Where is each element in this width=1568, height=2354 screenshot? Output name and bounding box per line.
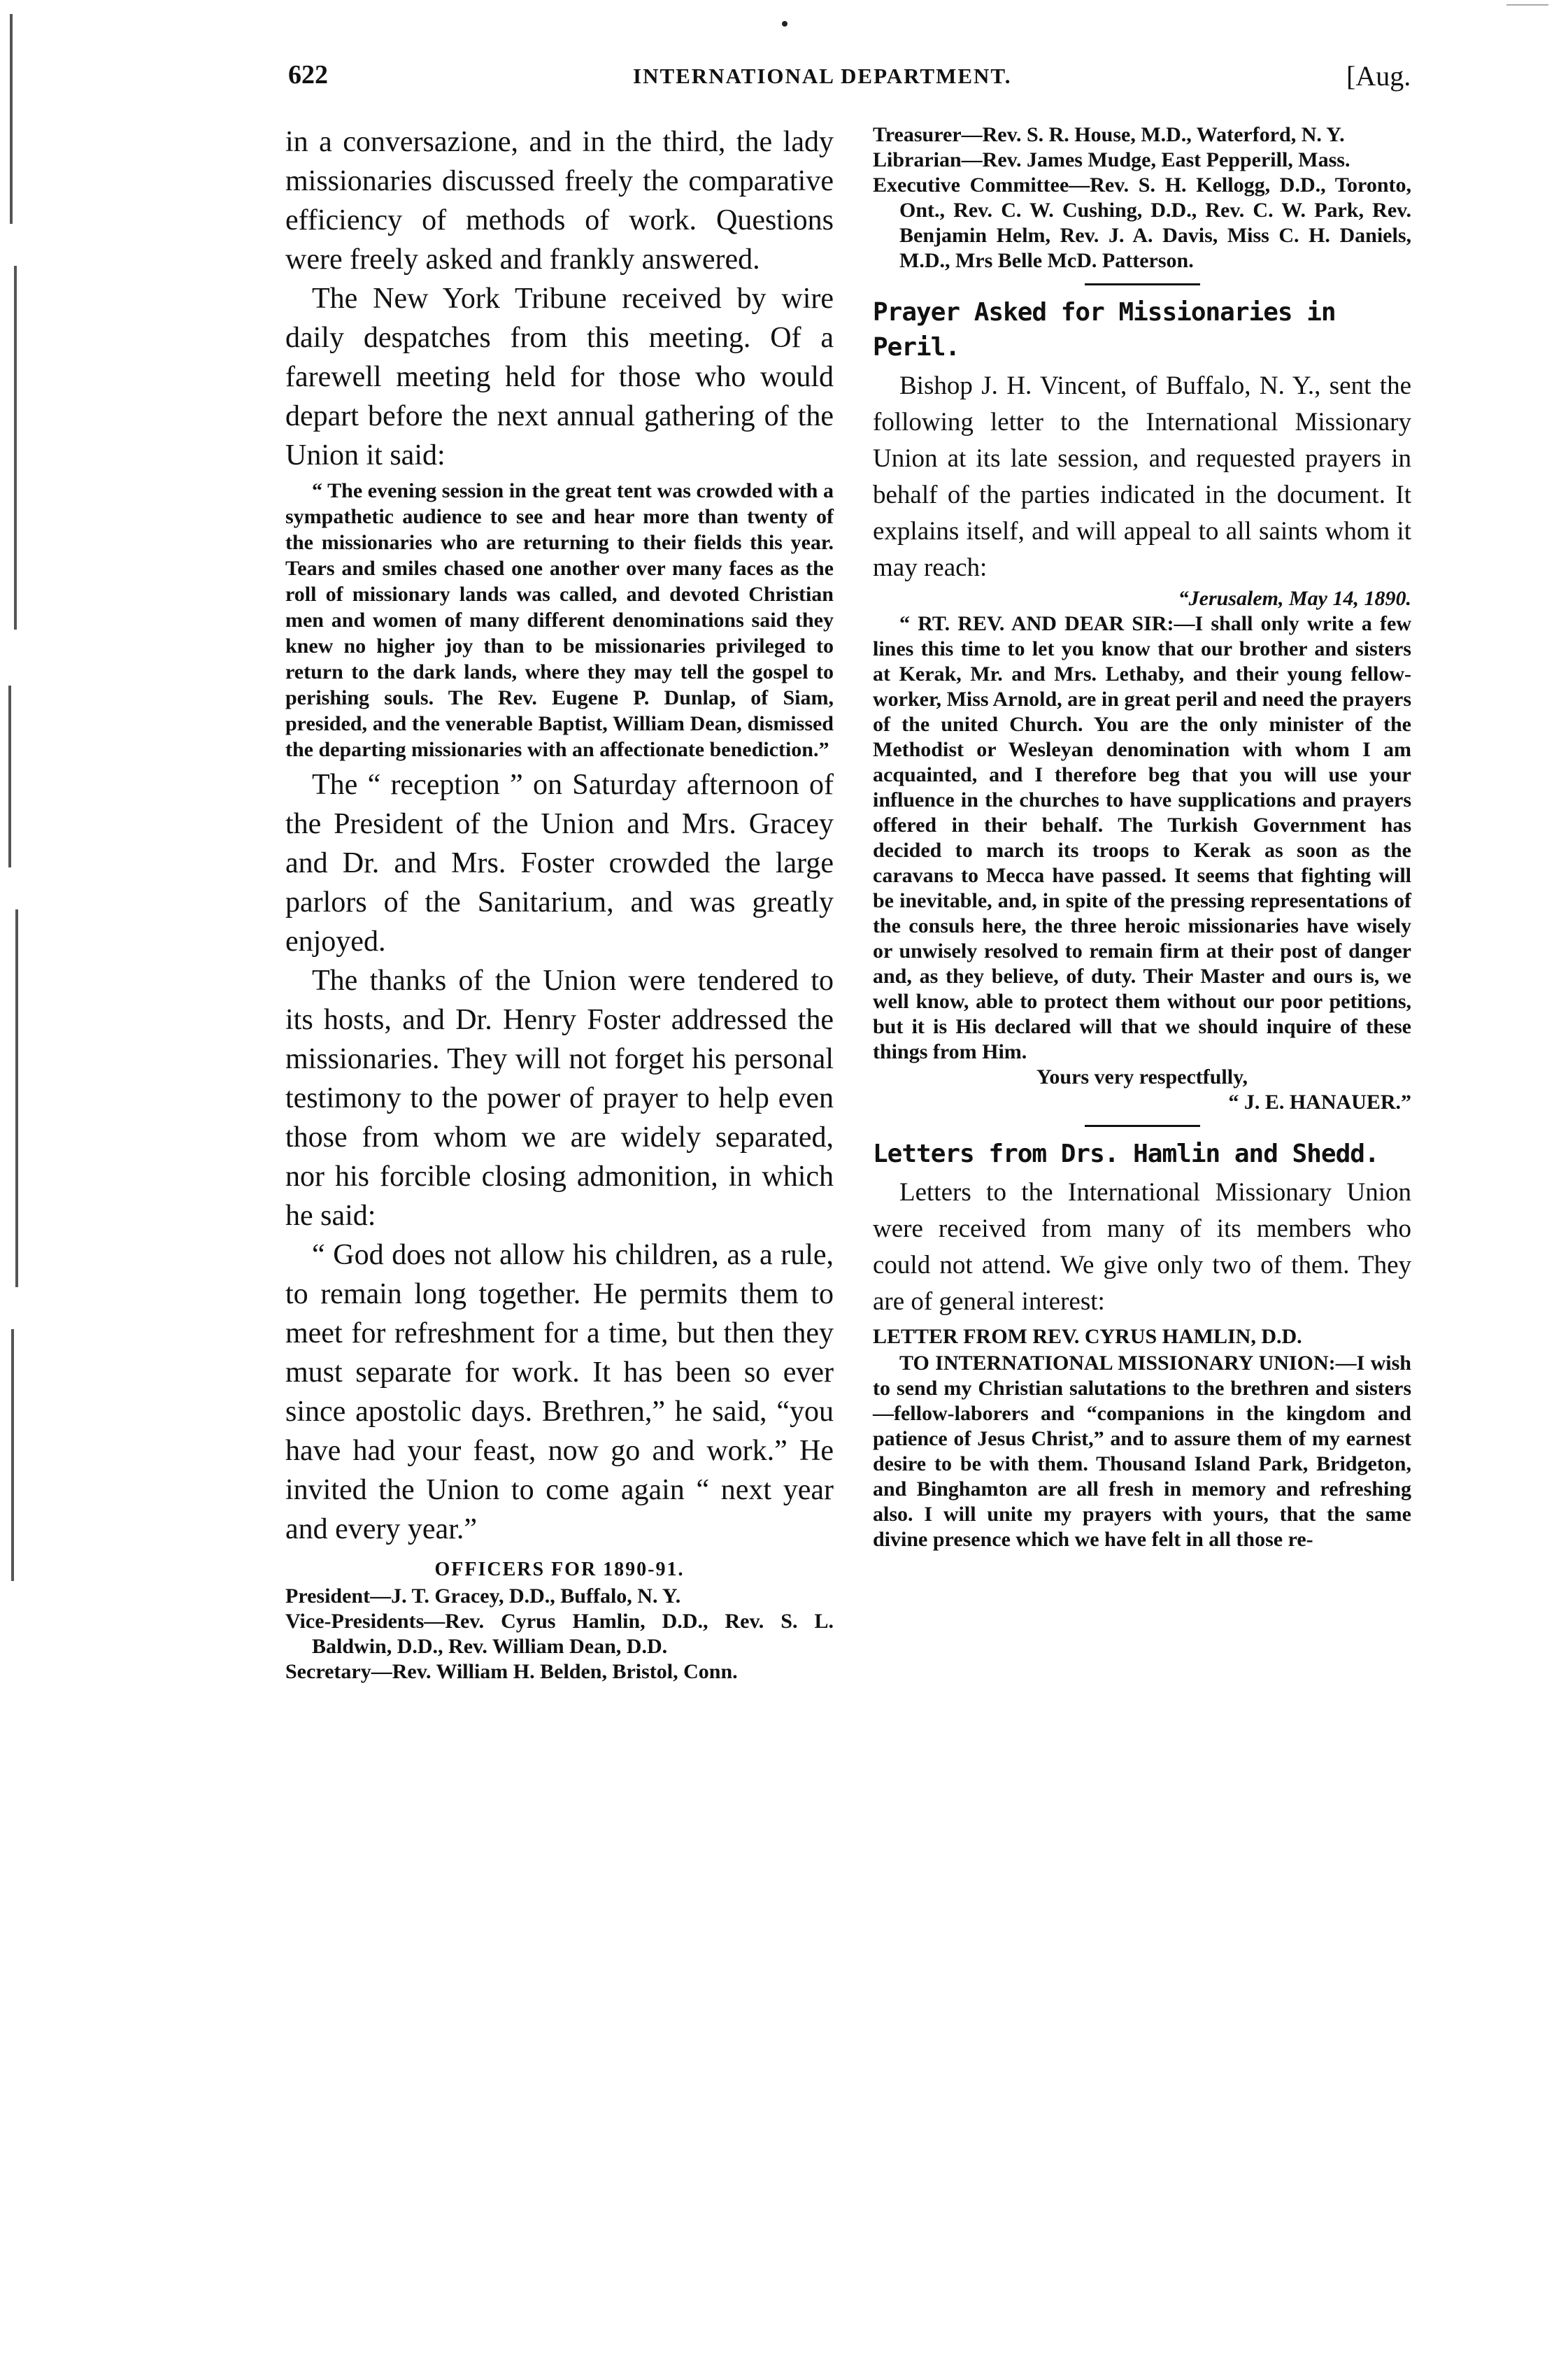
- paragraph: The thanks of the Union were tendered to its hosts, and Dr. Henry Foster addressed the missionaries. They will not forget his personal testimony to the power of prayer to help even those from whom we are widely separated, nor his forcible closing admonition, in which he said:: [285, 965, 834, 1232]
- paragraph: Letters to the International Missionary Union were received from many of its members who could not attend. We give only two of them. They are of general interest:: [873, 1178, 1411, 1316]
- letter-closing: Yours very respectfully,: [1036, 1065, 1248, 1089]
- right-column: [873, 122, 1411, 1552]
- officer-entry: Treasurer—Rev. S. R. House, M.D., Waterford, N. Y.: [873, 123, 1345, 146]
- paragraph: The “ reception ” on Saturday afternoon of the President of the Union and Mrs. Gracey and Dr. and Mrs. Foster crowded the large parlors of the Sanitarium, and was greatly enjoyed.: [285, 769, 834, 958]
- page-header: [0, 59, 1568, 108]
- paragraph: in a conversazione, and in the third, the lady missionaries discussed freely the comparative efficiency of methods of work. Questions were freely asked and frankly answered.: [285, 126, 834, 276]
- letter-signature: “ J. E. HANAUER.”: [1228, 1091, 1411, 1114]
- paragraph: The New York Tribune received by wire daily despatches from this meeting. Of a farewell meeting held for those who would depart before the next annual gathering of the Union it said:: [285, 283, 834, 471]
- officer-entry: Executive Committee—Rev. S. H. Kellogg, D.D., Toronto, Ont., Rev. C. W. Cushing, D.D., Rev. C. W. Park, Rev. Benjamin Helm, Rev. J. A. Davis, Miss C. H. Daniels, M.D., Mrs Belle McD. Patterson.: [873, 173, 1411, 272]
- dateline: “Jerusalem, May 14, 1890.: [1178, 587, 1411, 610]
- corner-mark: [1506, 4, 1548, 6]
- print-dot: [782, 21, 787, 27]
- paragraph: Bishop J. H. Vincent, of Buffalo, N. Y., sent the following letter to the International Missionary Union at its late session, and requested prayers in behalf of the parties indicated in the document. It explains itself, and will appeal to all saints whom it may reach:: [873, 371, 1411, 582]
- issue-month: [Aug.: [1346, 60, 1411, 92]
- section-heading: Letters from Drs. Hamlin and Shedd.: [873, 1140, 1379, 1168]
- letter-text: TO INTERNATIONAL MISSIONARY UNION:—I wish to send my Christian salutations to the brethren and sisters—fellow-laborers and “companions in the kingdom and patience of Jesus Christ,” and to assure them of my earnest desire to be with them. Thousand Island Park, Bridgeton, and Binghamton are all fresh in memory and refreshing also. I will unite my prayers with yours, that the same divine presence which we have felt in all those re-: [873, 1352, 1411, 1551]
- paragraph: “ God does not allow his children, as a rule, to remain long together. He permits them to meet for refreshment for a time, but then they must separate for work. It has been so ever since apostolic days. Brethren,” he said, “you have had your feast, now go and work.” He invited the Union to come again “ next year and every year.”: [285, 1239, 834, 1545]
- officer-entry: President—J. T. Gracey, D.D., Buffalo, N. Y.: [285, 1584, 681, 1608]
- officer-entry: Librarian—Rev. James Mudge, East Pepperill, Mass.: [873, 148, 1350, 171]
- left-column: [285, 122, 834, 1685]
- running-head: INTERNATIONAL DEPARTMENT.: [633, 64, 1012, 88]
- officer-entry: Secretary—Rev. William H. Belden, Bristol, Conn.: [285, 1660, 738, 1683]
- letter-heading: LETTER FROM REV. CYRUS HAMLIN, D.D.: [873, 1325, 1302, 1348]
- section-heading: Prayer Asked for Missionaries in Peril.: [873, 298, 1336, 362]
- officers-title: OFFICERS FOR 1890-91.: [434, 1559, 685, 1580]
- section-rule: [1085, 1125, 1200, 1127]
- scan-edge-artifact: [0, 0, 28, 2354]
- letter-text: “ RT. REV. AND DEAR SIR:—I shall only write a few lines this time to let you know that our brother and sisters at Kerak, Mr. and Mrs. Lethaby, and their young fellow-worker, Miss Arnold, are in great peril and need the prayers of the united Church. You are the only minister of the Methodist or Wesleyan denomination with whom I am acquainted, and I therefore beg that you will use your influence in the churches to have supplications and prayers offered in their behalf. The Turkish Government has decided to march its troops to Kerak as soon as the caravans to Mecca have passed. It seems that fighting will be inevitable, and, in spite of the pressing representations of the consuls here, the three heroic missionaries have wisely or unwisely resolved to remain firm at their post of danger and, as they believe, of duty. Their Master and ours is, we well know, able to protect them without our poor petitions, but it is His declared will that we should inquire of these things from Him.: [873, 612, 1411, 1063]
- page-number: 622: [288, 60, 328, 90]
- officer-entry: Vice-Presidents—Rev. Cyrus Hamlin, D.D., Rev. S. L. Baldwin, D.D., Rev. William Dean, D.D.: [285, 1610, 834, 1658]
- section-rule: [1085, 283, 1200, 285]
- block-quote: “ The evening session in the great tent was crowded with a sympathetic audience to see and hear more than twenty of the missionaries who are returning to their fields this year. Tears and smiles chased one another over many faces as the roll of missionary lands was called, and devoted Christian men and women of many different denominations said they knew no higher joy than to be missionaries privileged to return to the dark lands, where they may tell the gospel to perishing souls. The Rev. Eugene P. Dunlap, of Siam, presided, and the venerable Baptist, William Dean, dismissed the departing missionaries with an affectionate benediction.”: [285, 479, 834, 761]
